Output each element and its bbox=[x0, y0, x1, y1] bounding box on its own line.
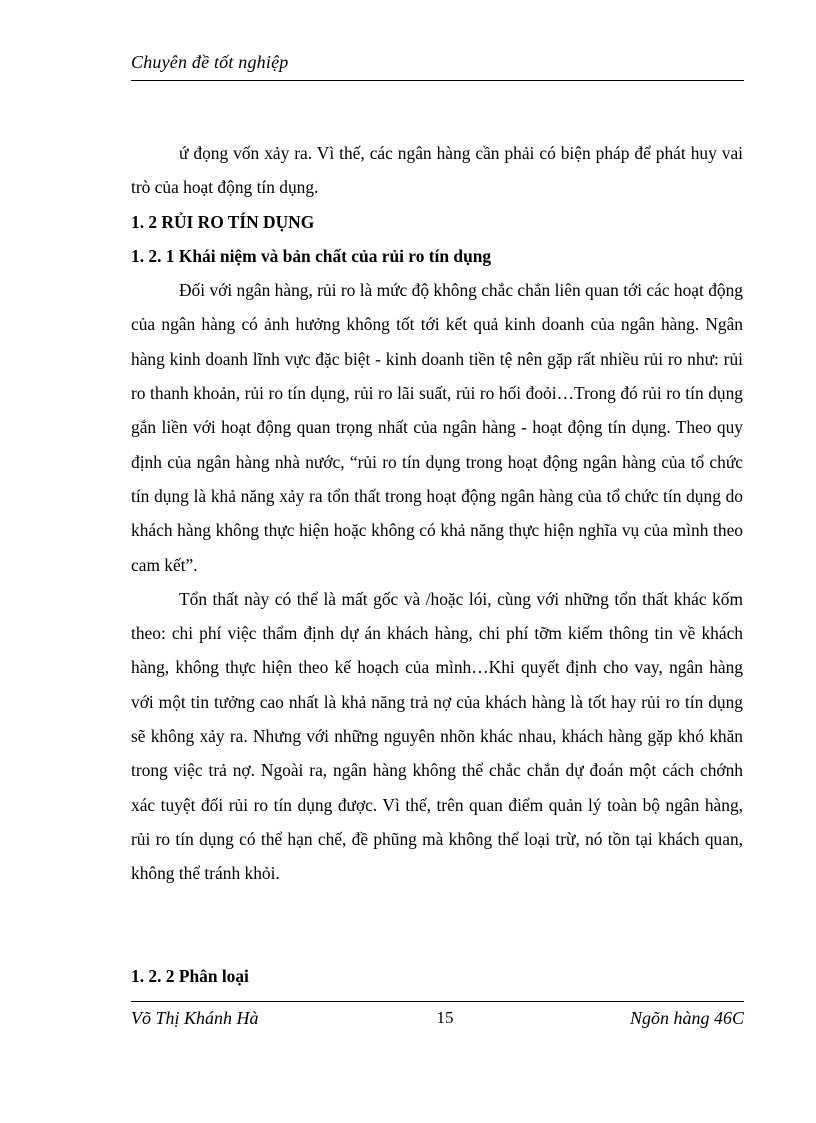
section-heading: 1. 2 RỦI RO TÍN DỤNG bbox=[131, 211, 315, 232]
paragraph-continued: ứ đọng vốn xảy ra. Vì thế, các ngân hàng cần phải có biện pháp để phát huy vai trò của hoạt động tín dụng. bbox=[131, 143, 743, 198]
footer-class: Ngõn hàng 46C bbox=[629, 1008, 744, 1028]
footer-author: Võ Thị Khánh Hà bbox=[131, 1008, 259, 1028]
page-number: 15 bbox=[436, 1008, 454, 1027]
subsection-heading-classification: 1. 2. 2 Phân loại bbox=[131, 966, 249, 986]
paragraph-definition: Đối với ngân hàng, rủi ro là mức độ không chắc chắn liên quan tới các hoạt động của ngân hàng có ảnh hưởng không tốt tới kết quả kinh doanh của ngân hàng. Ngân hàng kinh doanh lĩnh vực đặc biệt - kinh doanh tiền tệ nên gặp rất nhiều rủi ro như: rủi ro thanh khoản, rủi ro tín dụng, rủi ro lãi suất, rủi ro hối đoỏi…Trong đó rủi ro tín dụng gắn liền với hoạt động quan trọng nhất của ngân hàng - hoạt động tín dụng. Theo quy định của ngân hàng nhà nước, “rủi ro tín dụng trong hoạt động ngân hàng của tổ chức tín dụng là khả năng xảy ra tổn thất trong hoạt động ngân hàng của tổ chức tín dụng do khách hàng không thực hiện hoặc không có khả năng thực hiện nghĩa vụ của mình theo cam kết”. bbox=[131, 280, 743, 575]
footer-divider bbox=[131, 1001, 744, 1002]
document-body bbox=[131, 136, 743, 891]
paragraph-losses: Tổn thất này có thể là mất gốc và /hoặc lói, cùng với những tổn thất khác kốm theo: chi phí việc thẩm định dự án khách hàng, chi phí tỡm kiếm thông tin về khách hàng, không thực hiện theo kế hoạch của mình…Khi quyết định cho vay, ngân hàng với một tin tưởng cao nhất là khả năng trả nợ của khách hàng là tốt hay rủi ro tín dụng sẽ không xảy ra. Nhưng với những nguyên nhõn khác nhau, khách hàng gặp khó khăn trong việc trả nợ. Ngoài ra, ngân hàng không thể chắc chắn dự đoán một cách chớnh xác tuyệt đối rủi ro tín dụng được. Vì thế, trên quan điểm quản lý toàn bộ ngân hàng, rủi ro tín dụng có thể hạn chế, đề phũng mà không thể loại trừ, nó tồn tại khách quan, không thể tránh khỏi. bbox=[131, 588, 743, 884]
header-divider bbox=[131, 80, 744, 81]
subsection-heading: 1. 2. 1 Khái niệm và bản chất của rủi ro tín dụng bbox=[131, 245, 492, 266]
running-header-title: Chuyên đề tốt nghiệp bbox=[131, 52, 289, 72]
